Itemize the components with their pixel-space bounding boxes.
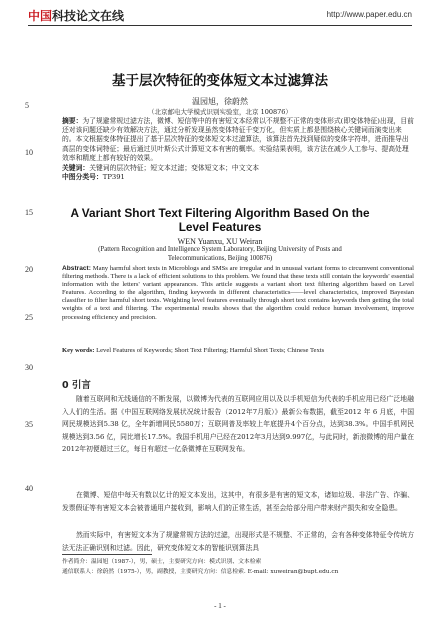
keywords-chinese <box>62 164 414 173</box>
abstract-english <box>62 265 414 322</box>
line-number: 15 <box>25 208 33 217</box>
abstract-chinese <box>62 117 414 163</box>
line-number: 30 <box>25 363 33 372</box>
footnote-author: 作者简介：温园旭（1987-），男，硕士，主要研究方向：模式识别、文本检索 <box>62 559 262 565</box>
clc-label: 中图分类号： <box>62 173 103 181</box>
line-number: 20 <box>25 265 33 274</box>
abstract-label-en: Abstract: <box>62 265 91 272</box>
line-number: 10 <box>25 148 33 157</box>
body-paragraph: 随着互联网和无线通信的不断发展，以微博为代表的互联网应用以及以手机短信为代表的手机应用已经广泛地融入人们的生活。据《中国互联网络发展状况统计报告（2012年7月版）》最新公布数据，截至2012 年 6 月底，中国网民规模达到5.38 亿，全年新增网民5580万；互联网普及率较上年底提升4个百分点，达到38.3%。中国手机网民规模达到3.56 亿，同比增长17.5%。我国手机用户已经在2012年3月达到9.997亿，与此同时，新浪微博的用户量在2012年初便超过三亿，每日有超过一亿条微博在互联网发布。 <box>62 395 414 454</box>
keywords-english <box>62 347 414 355</box>
title-chinese: 基于层次特征的变体短文本过滤算法 <box>112 73 328 89</box>
affiliation-chinese: （北京邮电大学模式识别实验室，北京 100876） <box>148 108 292 116</box>
body-paragraph: 在微博、短信中每天有数以亿计的短文本发出，这其中，有很多是有害的短文本，诸如垃圾、非法广告、诈骗、发票假证等有害短文本会被普通用户接收到，影响人们的正常生活，甚至会给部分用户带来财产损失和安全隐患。 <box>62 491 414 512</box>
authors-english: WEN Yuanxu, XU Weiran <box>177 237 263 246</box>
clc-value: TP391 <box>102 173 125 181</box>
title-english: A Variant Short Text Filtering Algorithm Based On the Level Features <box>70 206 370 234</box>
keywords-text-en: Level Features of Keywords; Short Text Filtering; Harmful Short Texts; Chinese Texts <box>94 347 325 354</box>
logo-part2: 科技论文在线 <box>52 9 125 23</box>
line-number: 5 <box>25 101 29 110</box>
keywords-label-cn: 关键词： <box>62 164 90 172</box>
line-number: 35 <box>25 420 33 429</box>
section-heading: 0 引言 <box>62 380 91 391</box>
keywords-label-en: Key words: <box>62 347 95 354</box>
line-number: 25 <box>25 313 33 322</box>
abstract-text-cn: 为了规避常规过滤方法，微博、短信等中的有害短文本经常以不规整不正常的变体形式(即变体特征)出现，目前还对该问题还缺少有效解决方法，通过分析发现虽然变体特征千变万化，但实质上都是围绕核心关键词而演变出来的。本文根据变体特征提出了基于层次特征的变体短文本过滤算法，该算法首先找到疑似的变体字符串，进而推导出高层的变体词特征；最后通过贝叶斯公式计算短文本有害的概率。实验结果表明，该方法在减少人工参与、提高处理效率和精度上都有较好的效果。 <box>62 117 414 162</box>
site-logo[interactable] <box>28 7 124 24</box>
keywords-text-cn: 关键词的层次特征；短文本过滤；变体短文本；中文文本 <box>89 164 260 172</box>
header-rule <box>28 25 412 26</box>
logo-part1: 中国 <box>28 9 53 23</box>
body-paragraph: 然而实际中，有害短文本为了规避常规方法的过滤，出现形式是不规整、不正常的，会有各种变体特征令传统方法无法正确识别和过滤。因此，研究变体短文本的智能识别算法具 <box>62 531 414 552</box>
affiliation-english: (Pattern Recognition and Intelligence System Laboratory, Beijing University of Posts and Telecommunications, Beijing 100876) <box>98 246 342 262</box>
page-number: - 1 - <box>214 602 226 610</box>
authors-chinese: 温园旭，徐蔚然 <box>192 97 248 106</box>
footnote-rule <box>62 554 152 555</box>
abstract-label-cn: 摘要： <box>62 117 83 125</box>
abstract-text-en: Many harmful short texts in Microblogs and SMSs are irregular and in unusual variant forms to circumvent conventional filtering methods. There is a lack of efficient solutions to this problem. We found that these texts still contain the keywords' essential information with the letters' variant appearances. This article suggests a variant short text filtering algorithm based on Level Features. According to the algorithm, finding keywords in different characteristics——level characteristics, improved Bayesian classifier to filter harmful short texts. Weighting level features eventually through short text contains keywords then getting the total weights of a text and filtering. The experimental results shows that the algorithm could reduce human involvement, improve processing efficiency and precision. <box>62 265 414 321</box>
classification-number <box>62 173 414 182</box>
page-header <box>28 7 412 27</box>
footnote-contact: 通信联系人：徐蔚然（1975-），男，副教授，主要研究方向：信息检索. E-mail: xuweiran@bupt.edu.cn <box>62 569 339 575</box>
line-number: 40 <box>25 484 33 493</box>
header-url[interactable]: http://www.paper.edu.cn <box>326 10 412 19</box>
